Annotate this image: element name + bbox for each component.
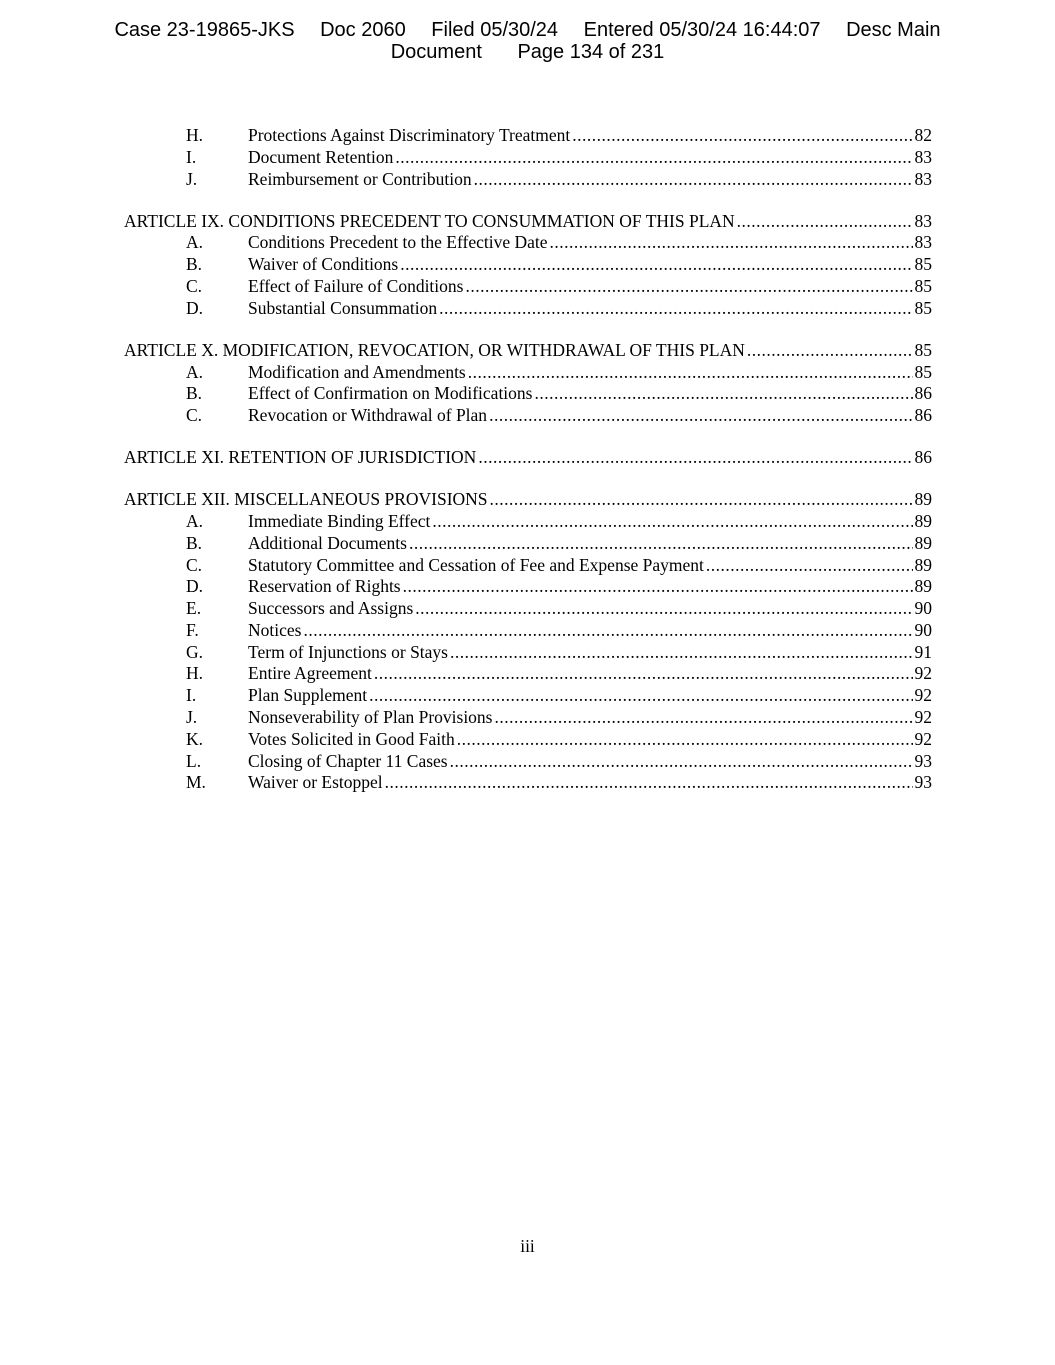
dot-leader	[369, 685, 912, 707]
dot-leader	[457, 729, 913, 751]
dot-leader	[489, 405, 912, 427]
toc-item-letter: F.	[186, 619, 199, 640]
toc-item-row	[124, 685, 932, 707]
toc-page-number: 92	[914, 707, 932, 728]
toc-item-title: Revocation or Withdrawal of Plan	[248, 405, 488, 426]
toc-page-number: 83	[914, 232, 932, 253]
dot-leader	[400, 254, 912, 276]
toc-item-letter: J.	[186, 707, 198, 728]
toc-page-number: 85	[914, 339, 932, 360]
page-counter: Page 134 of 231	[517, 41, 665, 63]
toc-item-row	[124, 576, 932, 598]
toc-item-row	[124, 772, 932, 794]
toc-article-title: ARTICLE X. MODIFICATION, REVOCATION, OR WITHDRAWAL OF THIS PLAN	[124, 339, 745, 360]
toc-item-row	[124, 125, 932, 147]
toc-item-letter: A.	[186, 510, 204, 531]
case-number: Case 23-19865-JKS	[114, 19, 295, 41]
toc-item-title: Reimbursement or Contribution	[248, 168, 472, 189]
table-of-contents	[124, 125, 932, 794]
toc-item-row	[124, 362, 932, 384]
toc-article-title: ARTICLE IX. CONDITIONS PRECEDENT TO CONSUMMATION OF THIS PLAN	[124, 210, 735, 231]
toc-item-letter: D.	[186, 576, 204, 597]
toc-item-row	[124, 663, 932, 685]
toc-item-letter: G.	[186, 641, 204, 662]
toc-item-row	[124, 642, 932, 664]
toc-page-number: 89	[914, 489, 932, 510]
toc-item-letter: E.	[186, 598, 202, 619]
toc-item-letter: C.	[186, 405, 203, 426]
toc-item-letter: B.	[186, 383, 203, 404]
toc-page-number: 82	[914, 125, 932, 145]
toc-item-letter: I.	[186, 146, 197, 167]
toc-item-row	[124, 276, 932, 298]
toc-item-row	[124, 232, 932, 254]
toc-item-row	[124, 707, 932, 729]
dot-leader	[465, 276, 912, 298]
toc-item-row	[124, 511, 932, 533]
dot-leader	[495, 707, 913, 729]
toc-item-title: Waiver or Estoppel	[248, 772, 383, 793]
toc-item-row	[124, 383, 932, 405]
toc-item-title: Notices	[248, 619, 302, 640]
toc-item-letter: J.	[186, 168, 198, 189]
toc-page-number: 85	[914, 275, 932, 296]
toc-item-title: Immediate Binding Effect	[248, 510, 431, 531]
dot-leader	[385, 772, 913, 794]
toc-item-title: Additional Documents	[248, 532, 407, 553]
dot-leader	[490, 489, 913, 511]
toc-item-row	[124, 555, 932, 577]
toc-item-row	[124, 620, 932, 642]
toc-article-row	[124, 489, 932, 511]
toc-page-number: 85	[914, 254, 932, 275]
dot-leader	[395, 147, 912, 169]
toc-item-row	[124, 147, 932, 169]
toc-item-letter: B.	[186, 254, 203, 275]
toc-item-title: Conditions Precedent to the Effective Date	[248, 232, 548, 253]
toc-page-number: 86	[914, 405, 932, 426]
toc-item-title: Statutory Committee and Cessation of Fee and Expense Payment	[248, 554, 704, 575]
filing-header	[0, 19, 1055, 63]
dot-leader	[534, 383, 912, 405]
dot-leader	[432, 511, 912, 533]
dot-leader	[450, 642, 913, 664]
dot-leader	[450, 751, 913, 773]
dot-leader	[474, 169, 913, 191]
toc-item-letter: I.	[186, 685, 197, 706]
toc-page-number: 90	[914, 598, 932, 619]
toc-page-number: 83	[914, 210, 932, 231]
toc-page-number: 91	[914, 641, 932, 662]
toc-item-title: Effect of Failure of Conditions	[248, 275, 464, 296]
toc-item-title: Term of Injunctions or Stays	[248, 641, 448, 662]
toc-item-letter: K.	[186, 728, 204, 749]
filed-date: Filed 05/30/24	[431, 19, 559, 41]
toc-article-title: ARTICLE XII. MISCELLANEOUS PROVISIONS	[124, 489, 488, 510]
document-label: Document	[390, 41, 482, 63]
toc-item-letter: A.	[186, 361, 204, 382]
toc-page-number: 92	[914, 685, 932, 706]
dot-leader	[550, 232, 913, 254]
toc-item-row	[124, 298, 932, 320]
dot-leader	[572, 125, 912, 147]
toc-item-title: Modification and Amendments	[248, 361, 466, 382]
toc-item-row	[124, 169, 932, 191]
toc-item-row	[124, 405, 932, 427]
toc-item-title: Substantial Consummation	[248, 297, 438, 318]
dot-leader	[403, 576, 913, 598]
toc-page-number: 93	[914, 772, 932, 793]
toc-item-letter: H.	[186, 663, 204, 684]
toc-item-row	[124, 751, 932, 773]
toc-page-number: 86	[914, 447, 932, 468]
toc-item-row	[124, 729, 932, 751]
toc-article-row	[124, 211, 932, 233]
toc-item-letter: D.	[186, 297, 204, 318]
dot-leader	[747, 340, 913, 362]
dot-leader	[478, 447, 912, 469]
toc-item-title: Successors and Assigns	[248, 598, 414, 619]
toc-item-letter: L.	[186, 750, 202, 771]
toc-article-row	[124, 340, 932, 362]
dot-leader	[439, 298, 912, 320]
dot-leader	[737, 211, 913, 233]
dot-leader	[415, 598, 912, 620]
toc-item-letter: A.	[186, 232, 204, 253]
toc-page-number: 92	[914, 663, 932, 684]
page-number: iii	[520, 1236, 535, 1256]
toc-page-number: 90	[914, 619, 932, 640]
doc-number: Doc 2060	[320, 19, 406, 41]
toc-page-number: 83	[914, 146, 932, 167]
description: Desc Main	[846, 19, 941, 41]
toc-item-title: Entire Agreement	[248, 663, 372, 684]
toc-page-number: 83	[914, 168, 932, 189]
dot-leader	[409, 533, 913, 555]
filing-header-line-1	[0, 19, 1055, 41]
dot-leader	[468, 362, 913, 384]
toc-item-title: Closing of Chapter 11 Cases	[248, 750, 448, 771]
toc-item-row	[124, 598, 932, 620]
toc-item-row	[124, 254, 932, 276]
toc-page-number: 89	[914, 532, 932, 553]
toc-item-title: Nonseverability of Plan Provisions	[248, 707, 493, 728]
toc-item-letter: C.	[186, 275, 203, 296]
toc-item-letter: B.	[186, 532, 203, 553]
filing-header-line-2	[0, 41, 1055, 63]
toc-page-number: 86	[914, 383, 932, 404]
toc-item-letter: M.	[186, 772, 206, 793]
toc-item-title: Effect of Confirmation on Modifications	[248, 383, 533, 404]
dot-leader	[374, 663, 913, 685]
toc-page-number: 85	[914, 297, 932, 318]
toc-page-number: 92	[914, 728, 932, 749]
toc-article-title: ARTICLE XI. RETENTION OF JURISDICTION	[124, 447, 477, 468]
dot-leader	[706, 555, 913, 577]
entered-date: Entered 05/30/24 16:44:07	[583, 19, 821, 41]
toc-item-letter: H.	[186, 125, 204, 145]
toc-item-title: Plan Supplement	[248, 685, 368, 706]
toc-item-title: Reservation of Rights	[248, 576, 401, 597]
toc-article-row	[124, 447, 932, 469]
toc-item-title: Waiver of Conditions	[248, 254, 399, 275]
dot-leader	[303, 620, 912, 642]
toc-item-title: Votes Solicited in Good Faith	[248, 728, 455, 749]
toc-page-number: 93	[914, 750, 932, 771]
toc-page-number: 89	[914, 510, 932, 531]
toc-item-letter: C.	[186, 554, 203, 575]
toc-page-number: 89	[914, 554, 932, 575]
toc-item-row	[124, 533, 932, 555]
toc-item-title: Document Retention	[248, 146, 394, 167]
toc-item-title: Protections Against Discriminatory Treatment	[248, 125, 571, 145]
toc-page-number: 89	[914, 576, 932, 597]
toc-page-number: 85	[914, 361, 932, 382]
